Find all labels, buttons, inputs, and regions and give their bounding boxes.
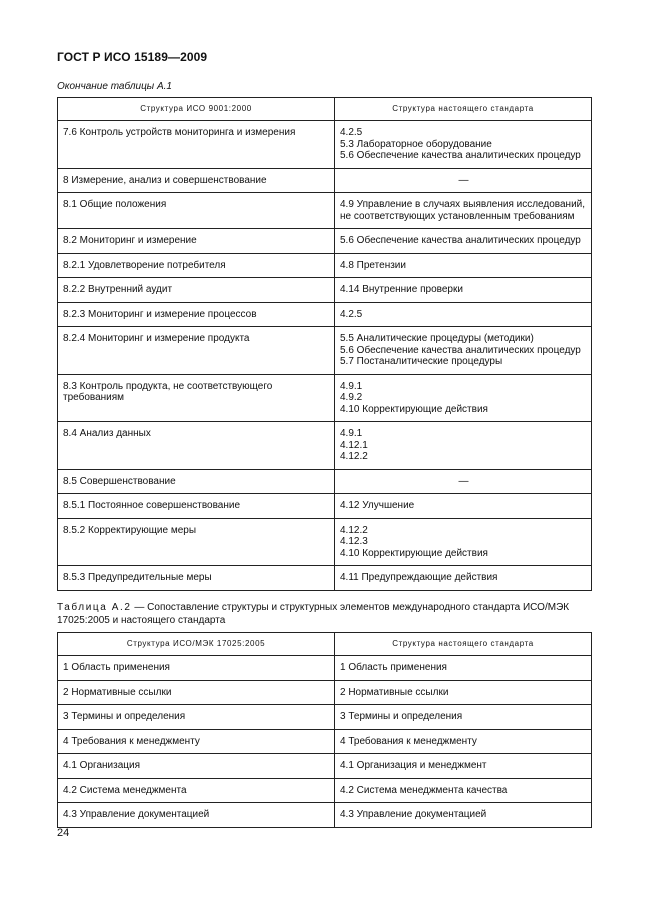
cell-iso-clause: 2 Нормативные ссылки	[58, 680, 335, 705]
clause-line: 4.2.5	[340, 127, 363, 138]
cell-standard-clause	[335, 302, 592, 327]
table-row	[58, 778, 592, 803]
cell-standard-clause: 4.2 Система менеджмента качества	[335, 778, 592, 803]
cell-standard-clause	[335, 518, 592, 566]
cell-iso-clause: 8.2.2 Внутренний аудит	[58, 278, 335, 303]
cell-standard-clause	[335, 168, 592, 193]
clause-line: 4.12 Улучшение	[340, 500, 415, 511]
cell-iso-clause: 8.2.3 Мониторинг и измерение процессов	[58, 302, 335, 327]
clause-line: —	[458, 174, 469, 186]
cell-iso-clause: 4 Требования к менеджменту	[58, 729, 335, 754]
cell-standard-clause	[335, 278, 592, 303]
cell-iso-clause: 8 Измерение, анализ и совершенствование	[58, 168, 335, 193]
table2-caption-label: Таблица А.2	[57, 602, 132, 613]
clause-line: 4.12.2	[340, 451, 368, 462]
table-row	[58, 374, 592, 422]
cell-iso-clause: 8.5.2 Корректирующие меры	[58, 518, 335, 566]
cell-standard-clause	[335, 469, 592, 494]
cell-iso-clause: 3 Термины и определения	[58, 705, 335, 730]
cell-iso-clause: 8.3 Контроль продукта, не соответствующего требованиям	[58, 374, 335, 422]
cell-iso-clause: 8.2 Мониторинг и измерение	[58, 229, 335, 254]
cell-standard-clause: 4 Требования к менеджменту	[335, 729, 592, 754]
table-row	[58, 302, 592, 327]
cell-iso-clause: 1 Область применения	[58, 656, 335, 681]
clause-line: 4.10 Корректирующие действия	[340, 403, 488, 415]
column-header: Структура настоящего стандарта	[335, 633, 592, 656]
clause-line: 4.9 Управление в случаях выявления исследований,	[340, 199, 586, 210]
cell-standard-clause	[335, 253, 592, 278]
clause-line: 4.12.3	[340, 536, 368, 547]
table-row	[58, 253, 592, 278]
cell-standard-clause	[335, 566, 592, 591]
table-row	[58, 121, 592, 169]
column-header: Структура настоящего стандарта	[335, 98, 592, 121]
clause-line: 4.10 Корректирующие действия	[340, 547, 488, 559]
cell-iso-clause: 8.1 Общие положения	[58, 193, 335, 229]
table-row	[58, 494, 592, 519]
clause-line: 4.9.2	[340, 392, 363, 403]
table-row	[58, 469, 592, 494]
cell-standard-clause	[335, 422, 592, 470]
cell-standard-clause: 4.3 Управление документацией	[335, 803, 592, 828]
table2-caption-text: — Сопоставление структуры и структурных элементов международного стандарта ИСО/МЭК 17025:2005 и настоящего стандарта	[57, 602, 570, 626]
comparison-table-iso9001	[57, 97, 592, 591]
clause-line: 5.6 Обеспечение качества аналитических процедур	[340, 150, 581, 161]
cell-standard-clause	[335, 494, 592, 519]
clause-line: 4.9.1	[340, 428, 363, 439]
cell-iso-clause: 4.3 Управление документацией	[58, 803, 335, 828]
cell-standard-clause: 3 Термины и определения	[335, 705, 592, 730]
table-row	[58, 518, 592, 566]
cell-iso-clause: 4.1 Организация	[58, 754, 335, 779]
cell-iso-clause: 4.2 Система менеджмента	[58, 778, 335, 803]
document-header: ГОСТ Р ИСО 15189—2009	[57, 50, 208, 64]
cell-iso-clause: 8.5 Совершенствование	[58, 469, 335, 494]
table-row	[58, 229, 592, 254]
cell-standard-clause	[335, 121, 592, 169]
cell-iso-clause: 8.5.1 Постоянное совершенствование	[58, 494, 335, 519]
table2-caption	[57, 601, 597, 627]
table-row	[58, 705, 592, 730]
clause-line: 4.11 Предупреждающие действия	[340, 572, 498, 583]
table-row	[58, 754, 592, 779]
clause-line: 4.9.1	[340, 380, 363, 392]
table-row	[58, 803, 592, 828]
clause-line: 5.7 Постаналитические процедуры	[340, 356, 503, 367]
clause-line: 4.12.2	[340, 524, 368, 536]
table-row	[58, 566, 592, 591]
table-row	[58, 278, 592, 303]
comparison-table-iso17025	[57, 632, 592, 828]
clause-line: 5.3 Лабораторное оборудование	[340, 138, 492, 150]
clause-line: 5.6 Обеспечение качества аналитических процедур	[340, 235, 581, 246]
column-header: Структура ИСО/МЭК 17025:2005	[58, 633, 335, 656]
table-row	[58, 327, 592, 375]
cell-standard-clause: 1 Область применения	[335, 656, 592, 681]
cell-iso-clause: 7.6 Контроль устройств мониторинга и измерения	[58, 121, 335, 169]
clause-line: 5.5 Аналитические процедуры (методики)	[340, 333, 534, 344]
clause-line: 5.6 Обеспечение качества аналитических процедур	[340, 344, 581, 356]
table-header-row	[58, 98, 592, 121]
table-row	[58, 422, 592, 470]
clause-line: 4.12.1	[340, 439, 368, 451]
clause-line: не соответствующих установленным требованиям	[340, 210, 575, 222]
page-number: 24	[57, 827, 70, 839]
cell-iso-clause: 8.2.4 Мониторинг и измерение продукта	[58, 327, 335, 375]
cell-standard-clause: 2 Нормативные ссылки	[335, 680, 592, 705]
table-row	[58, 729, 592, 754]
table-row	[58, 168, 592, 193]
cell-standard-clause	[335, 374, 592, 422]
table-row	[58, 656, 592, 681]
cell-iso-clause: 8.5.3 Предупредительные меры	[58, 566, 335, 591]
clause-line: —	[458, 475, 469, 487]
column-header: Структура ИСО 9001:2000	[58, 98, 335, 121]
cell-standard-clause	[335, 193, 592, 229]
cell-standard-clause	[335, 229, 592, 254]
clause-line: 4.14 Внутренние проверки	[340, 284, 463, 295]
table-row	[58, 193, 592, 229]
table-header-row	[58, 633, 592, 656]
table-row	[58, 680, 592, 705]
cell-standard-clause: 4.1 Организация и менеджмент	[335, 754, 592, 779]
clause-line: 4.8 Претензии	[340, 259, 406, 271]
clause-line: 4.2.5	[340, 308, 363, 320]
table1-caption: Окончание таблицы А.1	[57, 81, 172, 92]
cell-iso-clause: 8.4 Анализ данных	[58, 422, 335, 470]
cell-standard-clause	[335, 327, 592, 375]
cell-iso-clause: 8.2.1 Удовлетворение потребителя	[58, 253, 335, 278]
